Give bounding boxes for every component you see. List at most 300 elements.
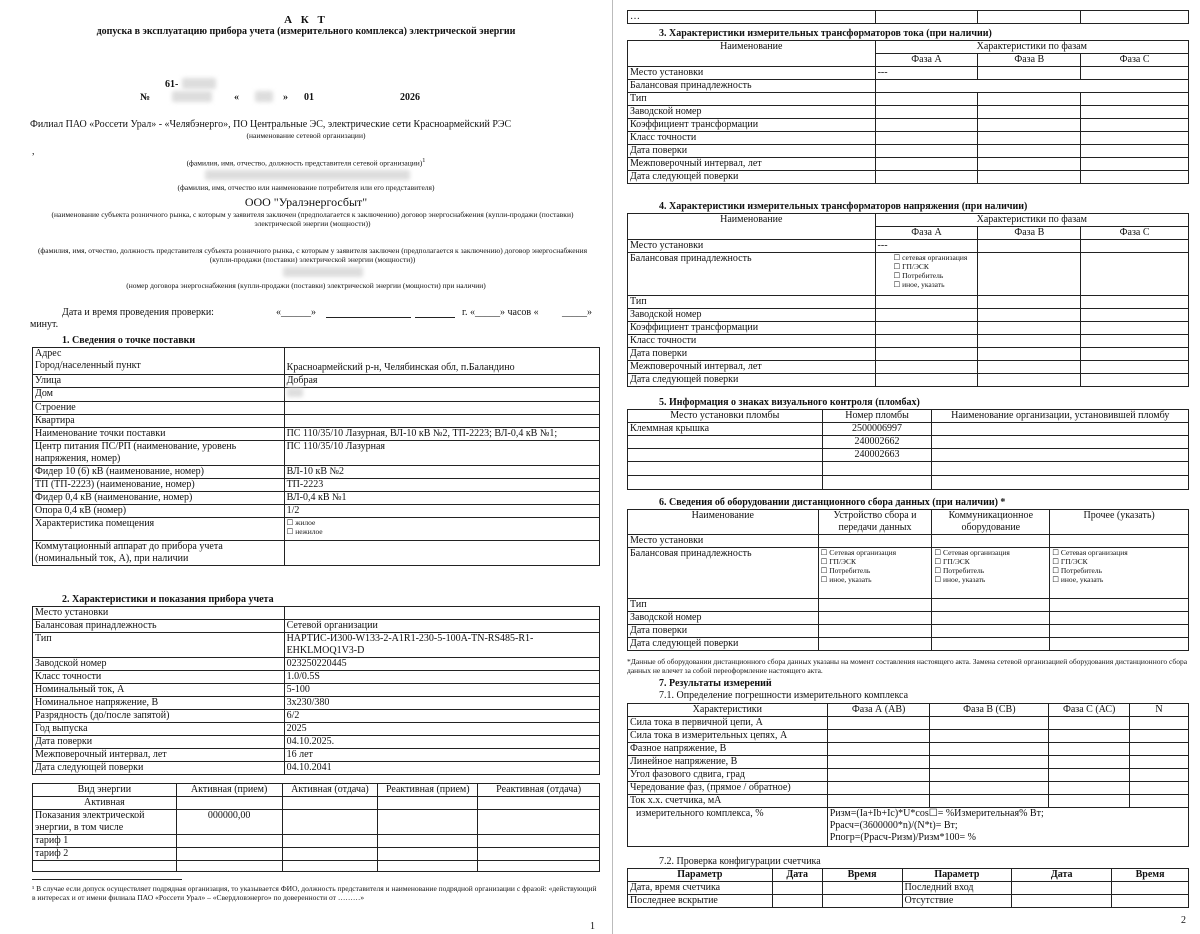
checkbox-option[interactable]: ☐ ГП/ЭСК bbox=[1052, 557, 1186, 566]
meas-cell bbox=[1130, 743, 1189, 756]
trans-cell bbox=[1081, 253, 1189, 296]
energy-cell bbox=[176, 835, 282, 848]
seal-cell bbox=[822, 462, 932, 476]
num-sign: № bbox=[140, 92, 151, 103]
seal-head: Наименование организации, установившей пломбу bbox=[932, 410, 1189, 423]
checkbox-option[interactable]: ☐ иное, указать bbox=[894, 280, 976, 289]
trans-cell bbox=[875, 348, 978, 361]
remote-cell bbox=[1050, 625, 1189, 638]
trans-cell bbox=[978, 106, 1081, 119]
meas-row bbox=[628, 769, 1189, 782]
remote-row bbox=[628, 535, 1189, 548]
energy-cell bbox=[282, 848, 378, 861]
section2-row bbox=[33, 684, 600, 697]
trans-label: Тип bbox=[628, 296, 876, 309]
trans-cell bbox=[978, 132, 1081, 145]
trans-head-row bbox=[628, 214, 1189, 227]
phase-label: Фаза А bbox=[875, 227, 978, 240]
formula-cell bbox=[827, 808, 1188, 847]
section2-label: Разрядность (до/после запятой) bbox=[33, 710, 285, 723]
section1-table bbox=[32, 347, 600, 566]
meas-label: Сила тока в первичной цепи, А bbox=[628, 717, 828, 730]
trans-label: Коэффициент трансформации bbox=[628, 322, 876, 335]
energy-head: Реактивная (прием) bbox=[378, 784, 478, 797]
trans-label: Класс точности bbox=[628, 132, 876, 145]
meas-row bbox=[628, 717, 1189, 730]
tariff-row bbox=[33, 848, 600, 861]
section2-row bbox=[33, 671, 600, 684]
section2-label: Номинальное напряжение, В bbox=[33, 697, 285, 710]
section1-value bbox=[284, 388, 599, 402]
section1-label: Адрес Город/населенный пункт bbox=[33, 348, 285, 375]
section1-value: ВЛ-0,4 кВ №1 bbox=[284, 492, 599, 505]
section1-label: Строение bbox=[33, 402, 285, 415]
trans-cell bbox=[875, 322, 978, 335]
top-continuation-table bbox=[627, 10, 1189, 24]
config-param: Последнее вскрытие bbox=[628, 895, 773, 908]
remote-cell bbox=[932, 599, 1050, 612]
trans-row bbox=[628, 240, 1189, 253]
section2-row bbox=[33, 723, 600, 736]
phase-label: Фаза А bbox=[875, 54, 978, 67]
phase-label: Фаза В bbox=[978, 54, 1081, 67]
checkbox-option[interactable]: ☐ ГП/ЭСК bbox=[934, 557, 1047, 566]
seal-org bbox=[932, 436, 1189, 449]
page-2 bbox=[612, 0, 1200, 934]
trans-cell bbox=[978, 145, 1081, 158]
seal-number: 240002663 bbox=[822, 449, 932, 462]
remote-row bbox=[628, 599, 1189, 612]
remote-cell bbox=[818, 638, 932, 651]
seal-row bbox=[628, 436, 1189, 449]
date-hours-field[interactable]: г. «_____» часов « bbox=[462, 307, 539, 318]
balance-label: Балансовая принадлежность bbox=[628, 253, 876, 296]
trans-row bbox=[628, 361, 1189, 374]
trans-row bbox=[628, 158, 1189, 171]
trans-cell bbox=[1081, 132, 1189, 145]
energy-cell bbox=[282, 797, 378, 810]
section7-title: 7. Результаты измерений bbox=[659, 678, 772, 689]
section1-value: Добрая bbox=[284, 375, 599, 388]
trans-cell bbox=[875, 335, 978, 348]
contract-caption: (номер договора энергоснабжения (купли-продажи (поставки) электрической энергии (мощности) при наличии) bbox=[126, 281, 486, 290]
section2-value: 2025 bbox=[284, 723, 599, 736]
remote-label: Заводской номер bbox=[628, 612, 819, 625]
checkbox-option[interactable]: ☐ иное, указать bbox=[934, 575, 1047, 584]
section1-label: Квартира bbox=[33, 415, 285, 428]
section3-title: 3. Характеристики измерительных трансформаторов тока (при наличии) bbox=[659, 28, 992, 39]
redacted-contract bbox=[283, 267, 363, 277]
section1-value bbox=[284, 415, 599, 428]
meas-label: Фазное напряжение, В bbox=[628, 743, 828, 756]
meas-cell bbox=[1049, 743, 1130, 756]
trans-cell bbox=[875, 171, 978, 184]
section2-value: НАРТИС-И300-W133-2-A1R1-230-5-100А-TN-RS485-R1-EHKLMOQ1V3-D bbox=[284, 633, 599, 658]
trans-label: Межповерочный интервал, лет bbox=[628, 158, 876, 171]
act-month: 01 bbox=[304, 92, 314, 103]
trans-cell bbox=[978, 171, 1081, 184]
supplier-name: ООО "Уралэнергосбыт" bbox=[244, 195, 368, 209]
switch-value bbox=[284, 541, 599, 566]
section71-title: 7.1. Определение погрешности измерительного комплекса bbox=[659, 690, 909, 701]
trans-cell bbox=[978, 335, 1081, 348]
trans-cell bbox=[978, 158, 1081, 171]
meas-cell bbox=[1130, 730, 1189, 743]
trans-label: Заводской номер bbox=[628, 106, 876, 119]
seal-cell bbox=[822, 476, 932, 490]
meas-cell bbox=[827, 717, 930, 730]
trans-cell bbox=[978, 309, 1081, 322]
section1-value: ПС 110/35/10 Лазурная, ВЛ-10 кВ №2, ТП-2223; ВЛ-0,4 кВ №1; bbox=[284, 428, 599, 441]
meas-cell bbox=[827, 756, 930, 769]
section3-table bbox=[627, 40, 1189, 184]
section2-table bbox=[32, 606, 600, 775]
trans-label: Коэффициент трансформации bbox=[628, 119, 876, 132]
remote-label: Дата поверки bbox=[628, 625, 819, 638]
trans-cell bbox=[1081, 361, 1189, 374]
redacted-consumer bbox=[205, 170, 410, 180]
checkbox-option[interactable]: ☐ Потребитель bbox=[821, 566, 930, 575]
config-head-row bbox=[628, 869, 1189, 882]
section1-row bbox=[33, 492, 600, 505]
trans-row bbox=[628, 93, 1189, 106]
meas-cell bbox=[930, 730, 1049, 743]
minutes-label: минут. bbox=[30, 319, 59, 330]
trans-cell bbox=[978, 67, 1081, 80]
trans-cell bbox=[978, 296, 1081, 309]
top-dots: … bbox=[628, 11, 876, 24]
section6-title: 6. Сведения об оборудовании дистанционного сбора данных (при наличии) * bbox=[659, 497, 1006, 508]
section5-title: 5. Информация о знаках визуального контроля (пломбах) bbox=[659, 397, 920, 408]
section1-label: Дом bbox=[33, 388, 285, 402]
section1-value: 1/2 bbox=[284, 505, 599, 518]
section5-table bbox=[627, 409, 1189, 490]
meas-head: N bbox=[1130, 704, 1189, 717]
rep-caption-sup: 1 bbox=[422, 157, 426, 164]
trans-label: Дата следующей поверки bbox=[628, 374, 876, 387]
name-head: Наименование bbox=[628, 41, 876, 67]
section1-label: Наименование точки поставки bbox=[33, 428, 285, 441]
seal-place bbox=[628, 449, 823, 462]
seal-cell bbox=[628, 462, 823, 476]
checkbox-option[interactable]: ☐ ГП/ЭСК bbox=[894, 262, 976, 271]
date-label: Дата и время проведения проверки: bbox=[62, 307, 214, 318]
checkbox-option[interactable]: ☐ иное, указать bbox=[1052, 575, 1186, 584]
date-month-line bbox=[326, 317, 411, 318]
section2-label: Межповерочный интервал, лет bbox=[33, 749, 285, 762]
meas-cell bbox=[827, 730, 930, 743]
balance-label: Балансовая принадлежность bbox=[628, 80, 876, 93]
section1-row bbox=[33, 375, 600, 388]
seal-number: 2500006997 bbox=[822, 423, 932, 436]
meas-row bbox=[628, 782, 1189, 795]
config-head: Параметр bbox=[628, 869, 773, 882]
meas-label: Ток х.х. счетчика, мА bbox=[628, 795, 828, 808]
energy-head: Вид энергии bbox=[33, 784, 177, 797]
quote-close: » bbox=[283, 92, 288, 103]
seal-row bbox=[628, 449, 1189, 462]
meas-cell bbox=[827, 782, 930, 795]
trans-row bbox=[628, 171, 1189, 184]
trans-row bbox=[628, 132, 1189, 145]
section1-row bbox=[33, 388, 600, 402]
section2-value: 04.10.2025. bbox=[284, 736, 599, 749]
place-label: Место установки bbox=[628, 240, 876, 253]
section2-title: 2. Характеристики и показания прибора учета bbox=[62, 594, 274, 605]
section2-label: Год выпуска bbox=[33, 723, 285, 736]
checkbox-option[interactable]: ☐ сетевая организация bbox=[894, 253, 976, 262]
section1-row bbox=[33, 479, 600, 492]
footnote-line bbox=[32, 879, 182, 880]
remote-cell bbox=[932, 612, 1050, 625]
config-cell bbox=[1112, 882, 1189, 895]
section1-label: Опора 0,4 кВ (номер) bbox=[33, 505, 285, 518]
remote-cell bbox=[932, 625, 1050, 638]
seal-cell bbox=[932, 462, 1189, 476]
trans-cell bbox=[875, 145, 978, 158]
energy-cell bbox=[478, 835, 600, 848]
trans-cell bbox=[1081, 335, 1189, 348]
remote-head: Устройство сбора и передачи данных bbox=[818, 510, 932, 535]
page-number-2: 2 bbox=[1181, 915, 1186, 926]
act-subtitle: допуска в эксплуатацию прибора учета (измерительного комплекса) электрической энергии bbox=[96, 26, 516, 37]
premises-options bbox=[284, 518, 599, 541]
meas-head: Фаза С (АС) bbox=[1049, 704, 1130, 717]
trans-label: Тип bbox=[628, 93, 876, 106]
supplier-rep-caption: (фамилия, имя, отчество, должность представителя субъекта розничного рынка, с которым у заявителя заключен (предполагается к заключению) договор энергоснабжения (купли-продажи (поставки) электрической энергии (мощности)) bbox=[37, 246, 588, 264]
checkbox-option[interactable]: ☐ Сетевая организация bbox=[821, 548, 930, 557]
trans-row bbox=[628, 309, 1189, 322]
seal-row bbox=[628, 462, 1189, 476]
meas-row bbox=[628, 795, 1189, 808]
energy-head: Активная (отдача) bbox=[282, 784, 378, 797]
tariff-label: тариф 1 bbox=[33, 835, 177, 848]
trans-label: Класс точности bbox=[628, 335, 876, 348]
section1-value bbox=[284, 402, 599, 415]
trans-cell bbox=[1081, 106, 1189, 119]
section1-value: Красноармейский р-н, Челябинская обл, п.Баландино bbox=[284, 348, 599, 375]
meas-label: Чередование фаз, (прямое / обратное) bbox=[628, 782, 828, 795]
section4-title: 4. Характеристики измерительных трансформаторов напряжения (при наличии) bbox=[659, 201, 1028, 212]
trans-cell bbox=[978, 361, 1081, 374]
meas-head: Фаза В (СВ) bbox=[930, 704, 1049, 717]
section2-value: 6/2 bbox=[284, 710, 599, 723]
date-day-field[interactable]: «______» bbox=[276, 307, 316, 318]
date-minutes-field[interactable]: _____» bbox=[562, 307, 592, 318]
seal-head: Номер пломбы bbox=[822, 410, 932, 423]
trans-cell bbox=[1081, 93, 1189, 106]
meas-cell bbox=[1130, 756, 1189, 769]
rep-caption bbox=[0, 156, 612, 168]
section6-table bbox=[627, 509, 1189, 651]
meas-cell bbox=[1049, 795, 1130, 808]
section2-label: Место установки bbox=[33, 607, 285, 620]
trans-row bbox=[628, 348, 1189, 361]
name-head: Наименование bbox=[628, 214, 876, 240]
trans-cell bbox=[978, 240, 1081, 253]
act-number-prefix: 61- bbox=[165, 79, 179, 90]
trans-cell bbox=[1081, 158, 1189, 171]
seal-head-row bbox=[628, 410, 1189, 423]
trans-cell bbox=[875, 132, 978, 145]
config-cell bbox=[822, 882, 902, 895]
redacted-number bbox=[172, 91, 212, 102]
checkbox-option[interactable]: ☐ жилое bbox=[287, 518, 597, 527]
energy-cell bbox=[478, 861, 600, 872]
trans-row bbox=[628, 145, 1189, 158]
config-row bbox=[628, 895, 1189, 908]
checkbox-option[interactable]: ☐ Потребитель bbox=[1052, 566, 1186, 575]
energy-cell bbox=[176, 861, 282, 872]
branch-caption: (наименование сетевой организации) bbox=[246, 131, 366, 140]
meas-cell bbox=[1049, 756, 1130, 769]
config-param: Отсутствие bbox=[902, 895, 1012, 908]
remote-balance-options bbox=[818, 548, 932, 599]
meas-label: Линейное напряжение, В bbox=[628, 756, 828, 769]
trans-cell bbox=[875, 374, 978, 387]
config-head: Параметр bbox=[902, 869, 1012, 882]
section2-label: Номинальный ток, А bbox=[33, 684, 285, 697]
meas-head: Фаза А (АВ) bbox=[827, 704, 930, 717]
remote-balance-options bbox=[932, 548, 1050, 599]
trans-row bbox=[628, 296, 1189, 309]
trans-label: Межповерочный интервал, лет bbox=[628, 361, 876, 374]
section1-row bbox=[33, 441, 600, 466]
switch-label: Коммутационный аппарат до прибора учета (номинальный ток, А), при наличии bbox=[33, 541, 285, 566]
remote-row bbox=[628, 548, 1189, 599]
checkbox-option[interactable]: ☐ нежилое bbox=[287, 527, 597, 536]
trans-label: Дата поверки bbox=[628, 145, 876, 158]
section1-label: Улица bbox=[33, 375, 285, 388]
section2-value: Сетевой организации bbox=[284, 620, 599, 633]
seal-cell bbox=[628, 476, 823, 490]
meas-error-row bbox=[628, 808, 1189, 847]
energy-cell bbox=[282, 810, 378, 835]
remote-cell bbox=[818, 612, 932, 625]
section1-row bbox=[33, 415, 600, 428]
energy-active-sub: Активная bbox=[33, 797, 177, 810]
trans-cell bbox=[978, 348, 1081, 361]
trans-cell bbox=[1081, 296, 1189, 309]
meas-cell bbox=[1049, 717, 1130, 730]
section2-label: Заводской номер bbox=[33, 658, 285, 671]
seal-org bbox=[932, 449, 1189, 462]
config-cell bbox=[1112, 895, 1189, 908]
energy-cell bbox=[378, 797, 478, 810]
energy-head-row bbox=[33, 784, 600, 797]
energy-cell bbox=[176, 848, 282, 861]
remote-label: Тип bbox=[628, 599, 819, 612]
formula-line: Pпогр=(Pрасч-Pизм)/Pизм*100= % bbox=[829, 832, 976, 843]
section71-table bbox=[627, 703, 1189, 847]
checkbox-option[interactable]: ☐ Потребитель bbox=[894, 271, 976, 280]
rep-caption-text: (фамилия, имя, отчество, должность представителя сетевой организации) bbox=[186, 158, 423, 168]
trans-cell bbox=[1081, 374, 1189, 387]
seal-cell bbox=[932, 476, 1189, 490]
remote-row bbox=[628, 638, 1189, 651]
act-title: А К Т bbox=[284, 14, 328, 26]
energy-cell bbox=[478, 810, 600, 835]
trans-cell bbox=[1081, 348, 1189, 361]
energy-cell bbox=[378, 848, 478, 861]
section2-value: 04.10.2041 bbox=[284, 762, 599, 775]
trans-cell bbox=[978, 253, 1081, 296]
section1-label: Фидер 10 (6) кВ (наименование, номер) bbox=[33, 466, 285, 479]
remote-head: Коммуникационное оборудование bbox=[932, 510, 1050, 535]
redacted-act-number bbox=[182, 78, 216, 89]
config-param: Последний вход bbox=[902, 882, 1012, 895]
remote-cell bbox=[818, 535, 932, 548]
section2-row bbox=[33, 749, 600, 762]
meas-label: Сила тока в измерительных цепях, А bbox=[628, 730, 828, 743]
meas-row bbox=[628, 730, 1189, 743]
trans-label: Дата поверки bbox=[628, 348, 876, 361]
section1-title: 1. Сведения о точке поставки bbox=[62, 335, 196, 346]
checkbox-option[interactable]: ☐ иное, указать bbox=[821, 575, 930, 584]
trans-row bbox=[628, 322, 1189, 335]
checkbox-option[interactable]: ☐ Потребитель bbox=[934, 566, 1047, 575]
checkbox-option[interactable]: ☐ Сетевая организация bbox=[934, 548, 1047, 557]
page-number-1: 1 bbox=[590, 921, 595, 932]
section1-label: ТП (ТП-2223) (наименование, номер) bbox=[33, 479, 285, 492]
meas-cell bbox=[930, 769, 1049, 782]
trans-cell bbox=[875, 361, 978, 374]
premises-label: Характеристика помещения bbox=[33, 518, 285, 541]
section2-row bbox=[33, 697, 600, 710]
remote-cell bbox=[1050, 599, 1189, 612]
checkbox-option[interactable]: ☐ Сетевая организация bbox=[1052, 548, 1186, 557]
trans-cell bbox=[875, 93, 978, 106]
meas-label: Угол фазового сдвига, град bbox=[628, 769, 828, 782]
formula-line: Pрасч=(3600000*n)/(N*t)= Вт; bbox=[829, 820, 958, 831]
section1-row bbox=[33, 428, 600, 441]
checkbox-option[interactable]: ☐ ГП/ЭСК bbox=[821, 557, 930, 566]
trans-cell bbox=[978, 93, 1081, 106]
energy-readings-row bbox=[33, 810, 600, 835]
remote-head: Наименование bbox=[628, 510, 819, 535]
trans-row bbox=[628, 119, 1189, 132]
section2-value: 16 лет bbox=[284, 749, 599, 762]
energy-cell bbox=[282, 861, 378, 872]
energy-cell bbox=[478, 848, 600, 861]
trans-head-row bbox=[628, 41, 1189, 54]
energy-blank-row bbox=[33, 861, 600, 872]
balance-options bbox=[875, 253, 978, 296]
place-label: Место установки bbox=[628, 535, 819, 548]
remote-cell bbox=[1050, 638, 1189, 651]
tariff-label: тариф 2 bbox=[33, 848, 177, 861]
trans-label: Заводской номер bbox=[628, 309, 876, 322]
trans-cell bbox=[1081, 145, 1189, 158]
phase-head: Характеристики по фазам bbox=[875, 41, 1188, 54]
section1-value: ТП-2223 bbox=[284, 479, 599, 492]
config-cell bbox=[772, 882, 822, 895]
meas-cell bbox=[1130, 782, 1189, 795]
meas-cell bbox=[827, 795, 930, 808]
seal-number: 240002662 bbox=[822, 436, 932, 449]
trans-cell bbox=[875, 296, 978, 309]
place-label: Место установки bbox=[628, 67, 876, 80]
section2-label: Тип bbox=[33, 633, 285, 658]
meas-cell bbox=[930, 795, 1049, 808]
remote-label: Дата следующей поверки bbox=[628, 638, 819, 651]
meas-cell bbox=[1130, 795, 1189, 808]
section2-value: 5-100 bbox=[284, 684, 599, 697]
remote-row bbox=[628, 612, 1189, 625]
energy-sub-row bbox=[33, 797, 600, 810]
section2-row bbox=[33, 762, 600, 775]
remote-head-row bbox=[628, 510, 1189, 535]
